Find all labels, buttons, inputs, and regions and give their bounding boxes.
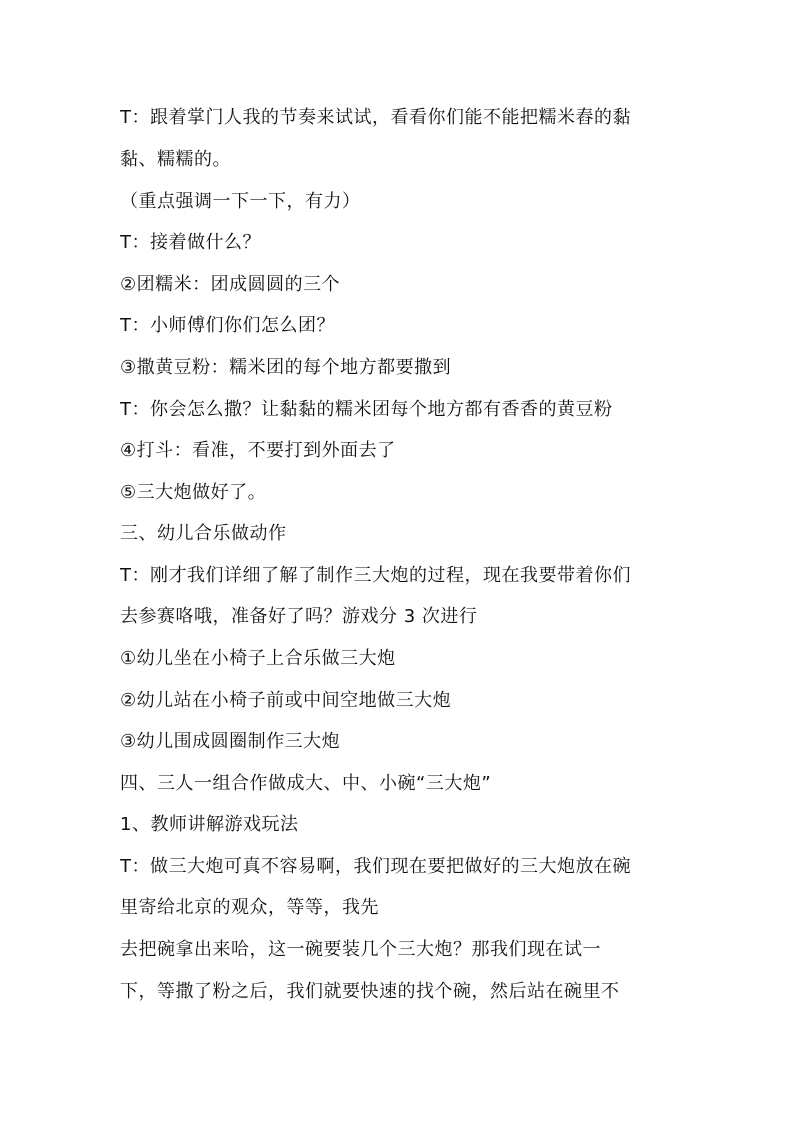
text-line: T：跟着掌门人我的节奏来试试，看看你们能不能把糯米舂的黏 [120,107,631,128]
text-line: ⑤三大炮做好了。 [120,482,267,503]
text-line: 黏、糯糯的。 [120,149,231,170]
section-heading: 四、三人一组合作做成大、中、小碗“三大炮” [120,773,492,794]
text-line: T：做三大炮可真不容易啊，我们现在要把做好的三大炮放在碗 [120,856,631,877]
text-line: ①幼儿坐在小椅子上合乐做三大炮 [120,648,396,669]
text-line: ②幼儿站在小椅子前或中间空地做三大炮 [120,690,452,711]
text-line: ②团糯米：团成圆圆的三个 [120,274,341,295]
text-line: T：你会怎么撒？让黏黏的糯米团每个地方都有香香的黄豆粉 [120,399,613,420]
text-line: （重点强调一下一下，有力） [120,191,361,212]
text-line: 下，等撒了粉之后，我们就要快速的找个碗，然后站在碗里不 [120,981,620,1002]
text-line: 去参赛咯哦，准备好了吗？游戏分 3 次进行 [120,606,478,627]
text-line: 1、教师讲解游戏玩法 [120,814,299,835]
section-heading: 三、幼儿合乐做动作 [120,523,287,544]
text-line: T：小师傅们你们怎么团？ [120,315,335,336]
text-line: 去把碗拿出来哈，这一碗要装几个三大炮？那我们现在试一 [120,939,601,960]
text-line: T：接着做什么？ [120,232,261,253]
text-line: ④打斗：看准，不要打到外面去了 [120,440,396,461]
text-line: T：刚才我们详细了解了制作三大炮的过程，现在我要带着你们 [120,565,631,586]
text-line: ③撒黄豆粉：糯米团的每个地方都要撒到 [120,357,452,378]
text-line: ③幼儿围成圆圈制作三大炮 [120,731,341,752]
text-line: 里寄给北京的观众，等等，我先 [120,897,379,918]
